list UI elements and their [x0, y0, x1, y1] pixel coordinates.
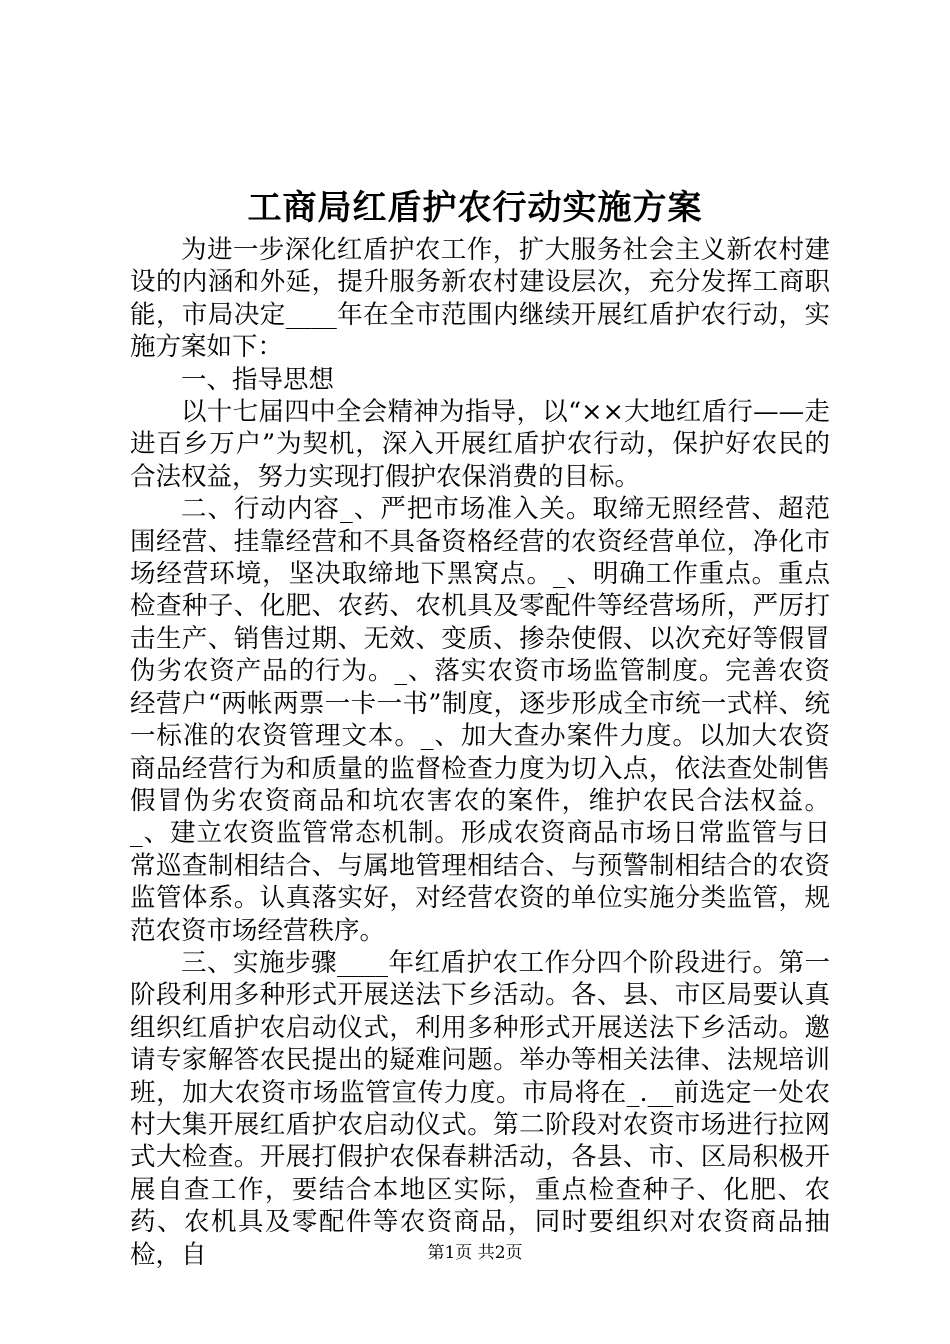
document-body: [130, 234, 830, 1271]
paragraph-intro: 为进一步深化红盾护农工作，扩大服务社会主义新农村建设的内涵和外延，提升服务新农村建设层次，充分发挥工商职能，市局决定____年在全市范围内继续开展红盾护农行动，实施方案如下：: [130, 235, 830, 363]
paragraph-action-content: 二、行动内容_、严把市场准入关。取缔无照经营、超范围经营、挂靠经营和不具备资格经营的农资经营单位，净化市场经营环境，坚决取缔地下黑窝点。_、明确工作重点。重点检查种子、化肥、农药、农机具及零配件等经营场所，严厉打击生产、销售过期、无效、变质、掺杂使假、以次充好等假冒伪劣农资产品的行为。_、落实农资市场监管制度。完善农资经营户“两帐两票一卡一书”制度，逐步形成全市统一式样、统一标准的农资管理文本。_、加大查办案件力度。以加大农资商品经营行为和质量的监督检查力度为切入点，依法查处制售假冒伪劣农资商品和坑农害农的案件，维护农民合法权益。_、建立农资监管常态机制。形成农资商品市场日常监管与日常巡查制相结合、与属地管理相结合、与预警制相结合的农资监管体系。认真落实好，对经营农资的单位实施分类监管，规范农资市场经营秩序。: [130, 494, 830, 946]
page-footer: 第1页 共2页: [427, 1243, 523, 1263]
paragraph-heading-guiding-thought: 一、指导思想: [181, 364, 335, 395]
document-title: 工商局红盾护农行动实施方案: [247, 188, 703, 228]
paragraph-guiding-thought: 以十七届四中全会精神为指导，以“××大地红盾行——走进百乡万户”为契机，深入开展红盾护农行动，保护好农民的合法权益，努力实现打假护农保消费的目标。: [130, 397, 830, 492]
paragraph-implementation-steps: 三、实施步骤____年红盾护农工作分四个阶段进行。第一阶段利用多种形式开展送法下乡活动。各、县、市区局要认真组织红盾护农启动仪式，利用多种形式开展送法下乡活动。邀请专家解答农民提出的疑难问题。举办等相关法律、法规培训班，加大农资市场监管宣传力度。市局将在_.__前选定一处农村大集开展红盾护农启动仪式。第二阶段对农资市场进行拉网式大检查。开展打假护农保春耕活动，各县、市、区局积极开展自查工作，要结合本地区实际，重点检查种子、化肥、农药、农机具及零配件等农资商品，同时要组织对农资商品抽检，自: [130, 947, 830, 1270]
